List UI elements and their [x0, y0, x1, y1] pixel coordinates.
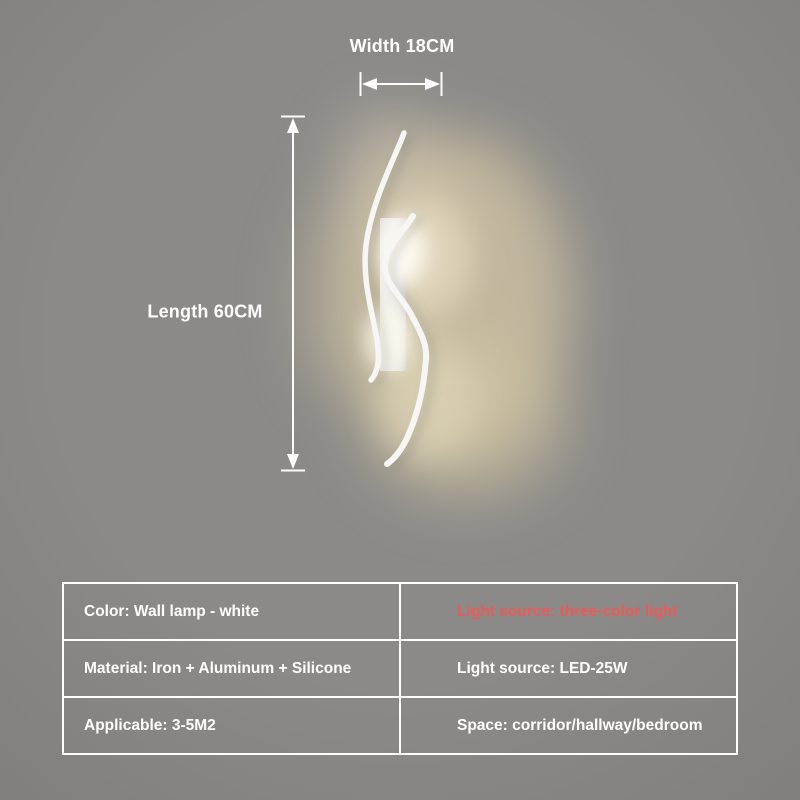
table-row — [63, 583, 737, 640]
spec-cell-applicable-area: Applicable: 3-5M2 — [63, 697, 400, 754]
table-row — [63, 640, 737, 697]
width-dimension-label: Width 18CM — [349, 36, 455, 56]
length-dimension-label: Length 60CM — [147, 301, 263, 322]
spec-cell-color: Color: Wall lamp - white — [63, 583, 400, 640]
spec-cell-light-source-type: Light source: three-color light — [400, 583, 737, 640]
spec-cell-space: Space: corridor/hallway/bedroom — [400, 697, 737, 754]
table-row — [63, 697, 737, 754]
spec-cell-material: Material: Iron + Aluminum + Silicone — [63, 640, 400, 697]
spec-table — [62, 582, 738, 755]
spec-cell-light-source-power: Light source: LED-25W — [400, 640, 737, 697]
